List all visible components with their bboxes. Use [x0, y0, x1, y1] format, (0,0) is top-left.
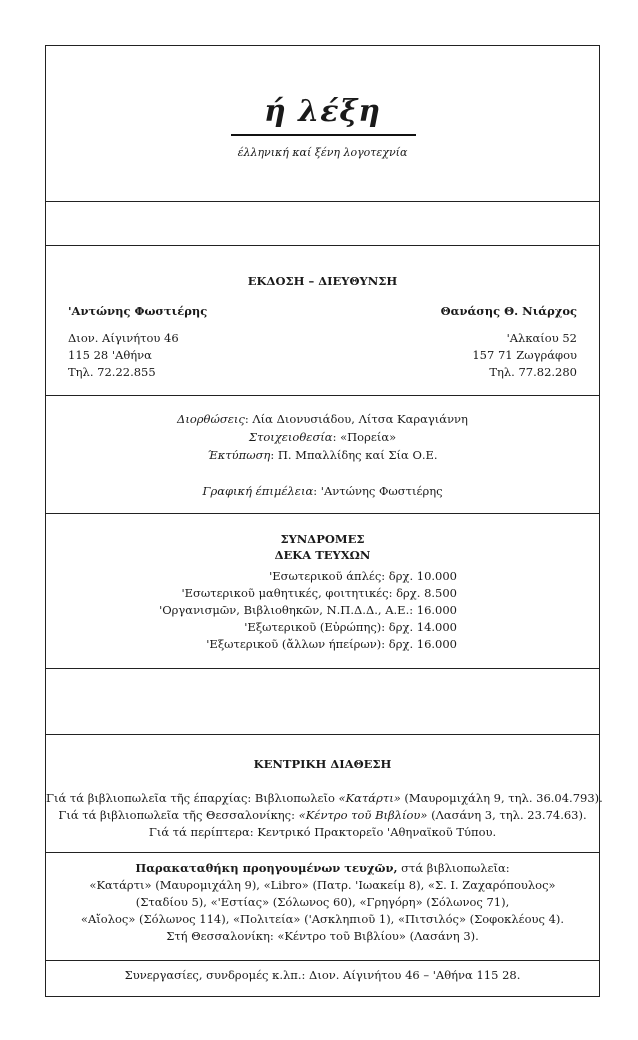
backissues-line: «Κατάρτι» (Μαυρομιχάλη 9), «Libro» (Πατρ. 'Ιωακείμ 8), «Σ. Ι. Ζαχαρόπουλος»: [89, 878, 556, 892]
credits-printing-label: Έκτύπωση: [207, 448, 271, 462]
credits-typesetting: [46, 429, 599, 445]
credits-printing: [46, 447, 599, 463]
backissues-line: Στή Θεσσαλονίκη: «Κέντρο τοῦ Βιβλίου» (Λασάνη 3).: [166, 929, 479, 943]
distribution-line: [46, 807, 599, 823]
backissues-heading: [46, 860, 599, 876]
distribution-line2-post: (Λασάνη 3, τηλ. 23.74.63).: [427, 808, 587, 822]
editor-left-address2: 115 28 'Αθήνα: [68, 348, 152, 362]
subscription-row: 'Εξωτερικοῦ (ἄλλων ήπείρων): δρχ. 16.000: [206, 637, 457, 651]
distribution-line1-post: (Μαυρομιχάλη 9, τηλ. 36.04.793).: [400, 791, 603, 805]
page-frame: [45, 45, 603, 997]
editor-right-phone: Τηλ. 77.82.280: [489, 365, 577, 379]
backissues-section: [46, 852, 599, 960]
credits-design-value: : 'Αντώνης Φωστιέρης: [313, 484, 443, 498]
credits-design-label: Γραφική έπιμέλεια: [202, 484, 314, 498]
footer-text: Συνεργασίες, συνδρομές κ.λπ.: Διον. Αίγινήτου 46 – 'Αθήνα 115 28.: [124, 968, 521, 982]
distribution-section: [46, 734, 603, 852]
subscription-row: 'Εξωτερικοῦ (Εὐρώπης): δρχ. 14.000: [244, 620, 457, 634]
publication-heading: ΕΚΔΟΣΗ – ΔΙΕΥΘΥΝΣΗ: [247, 274, 398, 288]
distribution-line: [46, 790, 603, 806]
subscription-row: 'Εσωτερικοῦ άπλές: δρχ. 10.000: [269, 569, 457, 583]
distribution-line2-store: «Κέντρο τοῦ Βιβλίου»: [298, 808, 428, 822]
distribution-line1-pre: Γιά τά βιβλιοπωλεῖα τῆς έπαρχίας: Βιβλιοπωλεῖο: [46, 791, 339, 805]
credits-section: [46, 395, 599, 513]
editor-right-name: Θανάσης Θ. Νιάρχος: [440, 304, 577, 318]
credits-proofreading: [46, 411, 599, 427]
distribution-line2-pre: Γιά τά βιβλιοπωλεῖα τῆς Θεσσαλονίκης:: [58, 808, 299, 822]
editor-left-name: 'Αντώνης Φωστιέρης: [68, 304, 208, 318]
credits-proofreading-label: Διορθώσεις: [177, 412, 245, 426]
credits-proofreading-value: : Λία Διονυσιάδου, Λίτσα Καραγιάννη: [244, 412, 468, 426]
publication-section: [46, 245, 599, 395]
magazine-title: ή λέξη: [263, 94, 382, 129]
distribution-line: Γιά τά περίπτερα: Κεντρικό Πρακτορεῖο 'Αθηναϊκοῦ Τύπου.: [148, 825, 497, 839]
subscriptions-section: [46, 513, 599, 668]
divider: [46, 201, 599, 202]
magazine-subtitle: έλληνική καί ξένη λογοτεχνία: [237, 146, 408, 159]
masthead: [46, 46, 599, 201]
editor-right-address1: 'Αλκαίου 52: [506, 331, 577, 345]
credits-printing-value: : Π. Μπαλλίδης καί Σία Ο.Ε.: [270, 448, 438, 462]
backissues-heading-rest: στά βιβλιοπωλεῖα:: [397, 861, 510, 875]
subscription-row: 'Εσωτερικοῦ μαθητικές, φοιτητικές: δρχ. 8.500: [181, 586, 457, 600]
backissues-heading-bold: Παρακαταθήκη προηγουμένων τευχῶν,: [135, 861, 398, 875]
title-underline: [231, 134, 416, 136]
subscriptions-subheading: ΔΕΚΑ ΤΕΥΧΩΝ: [274, 548, 371, 562]
subscriptions-heading: ΣΥΝΔΡΟΜΕΣ: [280, 532, 365, 546]
subscription-row: 'Οργανισμῶν, Βιβλιοθηκῶν, Ν.Π.Δ.Δ., Α.Ε.: 16.000: [159, 603, 457, 617]
footer-section: [46, 960, 599, 998]
distribution-line1-store: «Κατάρτι»: [338, 791, 401, 805]
backissues-line: «Αἴολος» (Σόλωνος 114), «Πολιτεία» ('Ασκληπιοῦ 1), «Πιτσιλός» (Σοφοκλέους 4).: [80, 912, 565, 926]
credits-typesetting-value: : «Πορεία»: [332, 430, 397, 444]
divider: [46, 668, 599, 669]
editor-left-address1: Διον. Αίγινήτου 46: [68, 331, 179, 345]
editor-left-phone: Τηλ. 72.22.855: [68, 365, 156, 379]
editor-right-address2: 157 71 Ζωγράφου: [472, 348, 577, 362]
credits-typesetting-label: Στοιχειοθεσία: [248, 430, 333, 444]
distribution-heading: ΚΕΝΤΡΙΚΗ ΔΙΑΘΕΣΗ: [253, 757, 392, 771]
backissues-line: (Σταδίου 5), «'Εστίας» (Σόλωνος 60), «Γρηγόρη» (Σόλωνος 71),: [135, 895, 510, 909]
credits-design: [46, 483, 599, 499]
